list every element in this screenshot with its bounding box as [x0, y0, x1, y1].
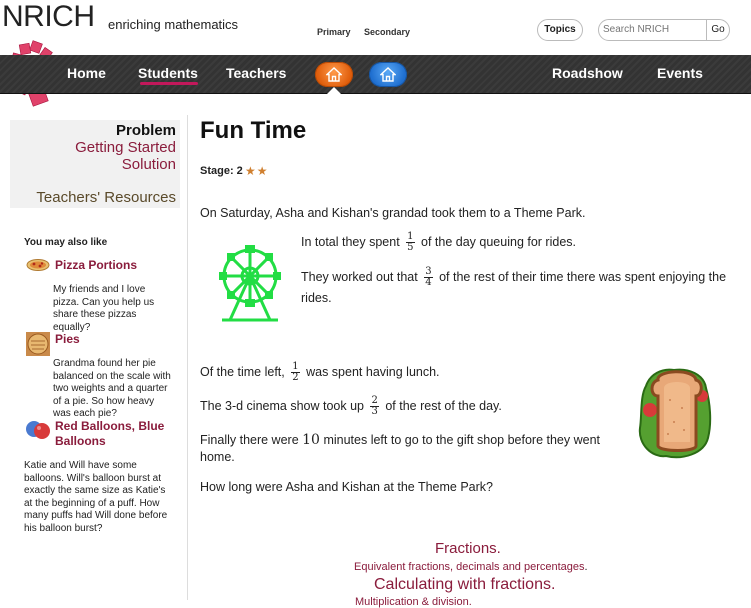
tab-solution[interactable]: Solution	[121, 156, 176, 173]
p1-after: of the day queuing for rides.	[421, 235, 576, 249]
search-go-button[interactable]: Go	[706, 20, 729, 40]
fraction-numerator: 2	[371, 395, 378, 407]
tab-getting-started[interactable]: Getting Started	[75, 139, 176, 156]
related-pizza-portions-desc: My friends and I love pizza. Can you help us share these pizzas equally?	[53, 284, 155, 333]
ten-minutes-number: 10	[302, 432, 320, 448]
topics-button[interactable]: Topics	[537, 19, 583, 41]
p4-before: The 3-d cinema show took up	[200, 399, 364, 413]
nav-roadshow[interactable]: Roadshow	[552, 65, 623, 81]
pie-icon[interactable]	[26, 332, 50, 356]
nav-events[interactable]: Events	[657, 65, 703, 81]
also-like-heading: You may also like	[24, 237, 108, 248]
nav-teachers[interactable]: Teachers	[226, 65, 287, 81]
search-box	[598, 19, 730, 41]
tab-problem: Problem	[115, 122, 176, 139]
question-text: How long were Asha and Kishan at the Theme Park?	[200, 480, 493, 494]
p2-after: of the rest of their time there was spent enjoying the rides.	[301, 270, 727, 306]
secondary-label: Secondary	[364, 27, 411, 37]
topic-equivalent-fractions-link[interactable]: Equivalent fractions, decimals and percentages	[354, 561, 585, 573]
fraction-denominator: 2	[292, 372, 299, 384]
related-red-balloons-desc: Katie and Will have some balloons. Will's balloon burst at exactly the same size as Katie's at the beginning of a puff. How many puffs had Will done before his balloon burst?	[24, 460, 168, 534]
fraction-denominator: 5	[407, 242, 414, 254]
topic-fractions-link[interactable]: Fractions.	[435, 540, 501, 557]
nav-active-indicator	[140, 82, 198, 85]
p3-before: Of the time left,	[200, 365, 285, 379]
pizza-icon[interactable]	[26, 258, 50, 272]
page-title: Fun Time	[200, 117, 307, 144]
fraction-three-quarters	[424, 267, 432, 288]
search-input[interactable]	[603, 22, 701, 37]
paragraph-queuing	[301, 232, 741, 253]
topic-multiplication-division-link[interactable]: Multiplication & division.	[355, 596, 472, 608]
topic-fractions-sublink	[354, 561, 588, 573]
fraction-numerator: 3	[425, 266, 432, 278]
related-pies-link[interactable]: Pies	[55, 332, 80, 346]
stage-label: Stage: 2	[200, 165, 243, 177]
p5-before: Finally there were	[200, 433, 299, 447]
related-pizza-portions-link[interactable]: Pizza Portions	[55, 258, 138, 272]
nav-home[interactable]: Home	[67, 65, 106, 81]
primary-label: Primary	[317, 27, 351, 37]
ferris-wheel-icon	[218, 244, 282, 324]
paragraph-lunch	[200, 362, 620, 383]
p5-after: minutes left to go to the gift shop before they went home.	[200, 433, 601, 464]
fraction-numerator: 1	[407, 231, 414, 243]
tab-teachers-resources[interactable]: Teachers' Resources	[36, 189, 176, 206]
topic-calculating-fractions-link[interactable]: Calculating with fractions.	[374, 576, 556, 593]
p2-before: They worked out that	[301, 270, 418, 284]
related-pies-desc: Grandma found her pie balanced on the scale with two weights and a quarter of a pie. So how heavy was each pie?	[53, 358, 171, 419]
related-red-balloons-link[interactable]: Red Balloons, Blue Balloons	[55, 419, 165, 448]
column-divider	[187, 115, 188, 600]
fraction-numerator: 1	[292, 361, 299, 373]
sandwich-icon	[638, 366, 712, 462]
home-icon	[380, 67, 396, 82]
difficulty-stars: ★★	[245, 164, 269, 178]
fraction-two-thirds	[370, 396, 378, 417]
primary-home-button[interactable]	[315, 62, 353, 87]
fraction-denominator: 4	[425, 277, 432, 289]
site-tagline: enriching mathematics	[108, 17, 239, 32]
intro-text: On Saturday, Asha and Kishan's grandad took them to a Theme Park.	[200, 206, 586, 220]
balloons-icon[interactable]	[25, 418, 51, 444]
secondary-home-button[interactable]	[369, 62, 407, 87]
site-logo-text[interactable]: NRICH	[2, 0, 95, 33]
paragraph-rides	[301, 267, 741, 308]
p4-after: of the rest of the day.	[385, 399, 502, 413]
paragraph-gift-shop	[200, 432, 630, 466]
fraction-denominator: 3	[371, 406, 378, 418]
fraction-one-fifth	[406, 232, 414, 253]
fraction-one-half	[291, 362, 299, 383]
topic-sub-period: .	[584, 561, 588, 573]
nav-students[interactable]: Students	[138, 65, 198, 81]
home-icon	[326, 67, 342, 82]
p3-after: was spent having lunch.	[306, 365, 440, 379]
active-level-pointer	[327, 87, 341, 94]
paragraph-cinema	[200, 396, 620, 417]
p1-before: In total they spent	[301, 235, 400, 249]
